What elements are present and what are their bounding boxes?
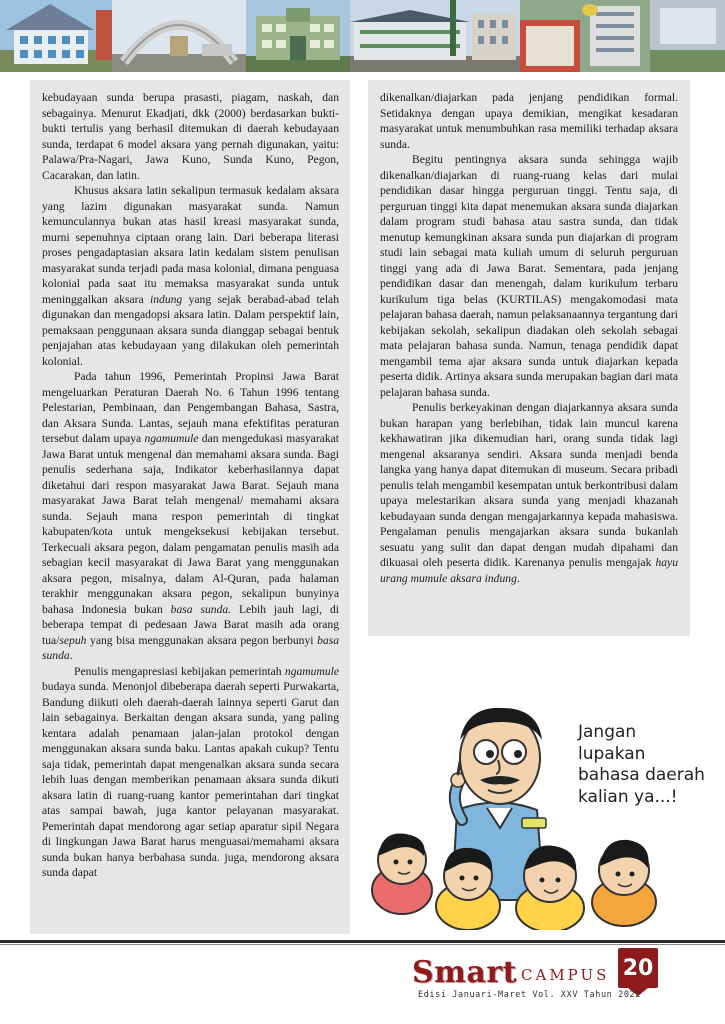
speech-line: kalian ya...!: [578, 786, 678, 807]
italic-term: ngamumule: [284, 664, 339, 678]
italic-term: ngamumule: [144, 432, 199, 445]
header-photo-banner: [0, 0, 725, 72]
italic-term: basa sunda: [42, 633, 339, 662]
speech-line: Jangan: [578, 722, 637, 742]
italic-term: indung: [150, 292, 183, 306]
right-text-column: [368, 80, 690, 636]
speech-text: [578, 722, 718, 808]
paragraph: [42, 664, 339, 881]
footer-divider: [0, 940, 725, 943]
brand-smart: Smart: [412, 955, 518, 990]
text-run: Lebih jauh lagi, di beberapa tempat di pedesaan Jawa Barat masih ada orang tua/: [42, 602, 339, 647]
text-run: .: [516, 571, 520, 585]
speech-line: bahasa daerah: [578, 765, 705, 785]
text-run: yang bisa menggunakan aksara pegon berbunyi: [86, 633, 318, 647]
text-run: Begitu pentingnya aksara sunda sehingga wajib dikenalkan/diajarkan di ruang-ruang kelas dari mulai pendidikan dasar hingga perguruan tinggi. Tentu saja, di perguruan tinggi kita dapat menemukan aksara sunda diajarkan dalam program studi bahasa atau sastra sunda, dan tidak menutup kemungkinan aksara sunda pun diajarkan di program studi lain sebagai mata kuliah umum di seluruh perguruan tinggi yang ada di Jawa Barat. Sementara, pada jenjang pendidikan dasar dan menengah, dalam kurikulum terbaru kurikulum tiga belas (KURTILAS) mengakomodasi mata pelajaran bahasa daerah, namun pelaksanaannya tergantung dari kebijakan sekolah, sekalipun diadakan oleh sekolah sebagai mata pelajaran bahasa sunda. Namun, tenaga pendidik dapat mengambil tema ajar aksara sunda untuk diajarkan kepada peserta didik. Artinya aksara sunda merupakan bagian dari mata pelajaran bahasa sunda.: [380, 153, 678, 399]
speech-line: lupakan: [578, 743, 646, 764]
campus-photo-gate: [112, 0, 246, 72]
italic-term: basa sunda.: [170, 602, 232, 616]
paragraph: [42, 183, 339, 369]
footer-divider-thin: [0, 944, 725, 945]
kid-1: [372, 833, 432, 914]
italic-term: hayu urang mumule aksara indung: [380, 556, 678, 585]
text-run: Khusus aksara latin sekalipun termasuk kedalam aksara yang lazim digunakan masyarakat sunda. Namun kemunculannya bukan atas hasil kreasi masyarakat sunda, murni sepenuhnya ciptaan orang lain. Dari beberapa literasi proses pengadaptasian aksara latin kedalam sistem penulisan masyarakat sunda terjadi pada masa kolonial, dimana penguasa kolonial pada saat itu memaksa masyarakat sunda untuk meninggalkan aksara: [42, 184, 339, 306]
text-run: dan mengedukasi masyarakat Jawa Barat untuk mengenal dan memahami aksara sunda. Bagi penulis sederhana saja, Indikator keberhasilannya dapat diketahui dari respon masyarakat Jawa Barat. Sejauh mana masyarakat Jawa Barat telah mengenal/ memahami aksara sunda. Sejauh mana respon pemerintah di tingkat kabupaten/kota untuk mengeksekusi kebijakan tersebut. Terkecuali aksara pegon, dalam pengamatan penulis masih ada sebagian kecil masyarakat di Jawa Barat yang menggunakan aksara pegon, misalnya, dalam Al-Quran, pada halaman terakhir menggunakan aksara pegon, sekalipun bunyinya bahasa Indonesia bukan: [42, 432, 339, 616]
paragraph: [42, 90, 339, 183]
text-run: dikenalkan/diajarkan pada jenjang pendidikan formal. Setidaknya dengan upaya demikian, mengikat kesadaran masyarakat untuk menumbuhkan rasa memiliki terhadap aksara sunda.: [380, 91, 678, 151]
kid-2: [436, 848, 500, 930]
magazine-logo: [412, 950, 609, 990]
text-run: Penulis mengapresiasi kebijakan pemerintah: [74, 664, 285, 678]
left-text-column: [30, 80, 350, 934]
text-run: .: [69, 649, 73, 662]
kid-4: [592, 840, 656, 926]
text-run: Pada tahun 1996, Pemerintah Propinsi Jawa Barat mengeluarkan Peraturan Daerah No. 6 Tahun 1996 tentang Pelestarian, Pembinaan, dan Pengembangan Bahasa, Sastra, dan Aksara Sunda. Lantas, sejauh mana efektifitas peraturan tersebut dalam upaya: [42, 370, 339, 445]
text-run: Penulis berkeyakinan dengan diajarkannya aksara sunda bukan harapan yang berlebihan, tidak lain muncul karena kekhawatiran jika dikemudian hari, orang sunda tidak lagi mengenal aksaranya sendiri. Aksara sunda menjadi benda langka yang hanya dapat ditemukan di museum. Secara pribadi penulis telah mengambil kesempatan untuk berkontribusi dalam upaya melestarikan aksara sunda yang menjadi khazanah kebudayaan sunda dengan mengajarkannya kepada mahasiswa. Pengalaman penulis mengajarkan aksara sunda bukanlah sesuatu yang sulit dan dapat dengan mudah dipahami dan dikuasai oleh peserta didik. Karenanya penulis mengajak: [380, 401, 678, 569]
italic-term: sepuh: [59, 633, 87, 647]
paragraph: [380, 400, 678, 586]
edition-label: Edisi Januari-Maret Vol. XXV Tahun 2022: [418, 990, 641, 1000]
paragraph: [42, 369, 339, 664]
paragraph: [380, 152, 678, 400]
campus-photo-aerial: [520, 0, 725, 72]
campus-photo-main-building: [246, 0, 350, 72]
brand-campus: CAMPUS: [521, 966, 610, 984]
text-run: yang sejak berabad-abad telah digunakan dan mengadopsi aksara latin. Dalam perspektif lain, pemaksaan penggunaan aksara sunda dianggap sebagai bentuk penjajahan atas kebudayaan yang dilakukan oleh pemerintah kolonial.: [42, 292, 339, 368]
paragraph: [380, 90, 678, 152]
text-run: budaya sunda. Menonjol dibeberapa daerah seperti Purwakarta, Bandung diikuti oleh daerah-daerah lainnya seperti Garut dan lain sebagainya. Berkaitan dengan aksara sunda, yang paling kentara adalah penamaan jalan-jalan protokol dengan menggunakan aksara sunda baku. Lantas apakah cukup? Tentu saja tidak, pemerintah dapat mengenalkan aksara sunda secara lebih luas dengan memberikan penamaan aksara sunda dikuti aksara latin di ruang-ruang kantor pemerintahan dari tingkat atas sampai bawah, juga kantor pelayanan masyarakat. Pemerintah dapat mendorong agar setiap aparatur sipil Negara di lingkungan Jawa Barat harus menguasai/memahami aksara sunda bukan hanya berbahasa sunda. juga, mendorong aksara sunda dapat: [42, 680, 339, 879]
text-run: kebudayaan sunda berupa prasasti, piagam, naskah, dan sebagainya. Menurut Ekadjati, dkk (2000) berdasarkan bukti-bukti tertulis yang berhasil ditemukan di daerah kebudayaan sunda, terdapat 6 model aksara yang pernah digunakan, yaitu: Palawa/Pra-Nagari, Jawa Kuno, Sunda Kuno, Pegon, Cacarakan, dan latin.: [42, 91, 339, 182]
campus-photo-1: [0, 0, 112, 72]
page-number: 20: [618, 948, 658, 988]
campus-photo-complex: [350, 0, 520, 72]
